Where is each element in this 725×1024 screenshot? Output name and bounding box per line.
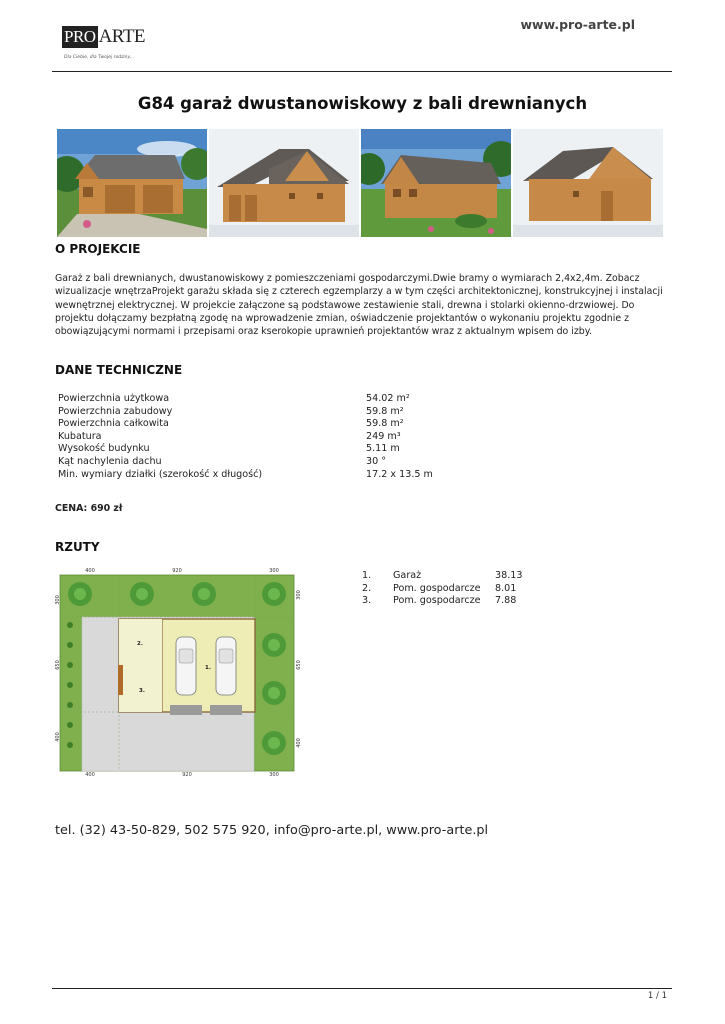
dim-bottom-2: 920	[182, 772, 192, 777]
room-no: 2.	[362, 582, 372, 594]
tech-label: Wysokość budynku	[58, 443, 150, 455]
tech-value: 249 m³	[366, 430, 401, 442]
tech-label: Kąt nachylenia dachu	[58, 455, 162, 467]
dim-left-3: 400	[55, 732, 61, 742]
tech-value: 59.8 m²	[366, 405, 404, 417]
dim-left-2: 650	[55, 660, 61, 670]
footer-divider	[52, 988, 672, 989]
plan-label-2: 2.	[137, 641, 143, 647]
tech-label: Powierzchnia użytkowa	[58, 393, 170, 404]
logo-tagline: Dla Ciebie, dla Twojej rodziny...	[64, 55, 135, 60]
dim-right-2: 650	[296, 660, 302, 670]
room-list	[362, 570, 562, 608]
plan-label-1: 1.	[205, 665, 211, 671]
plans-heading: RZUTY	[55, 540, 100, 554]
tech-label: Powierzchnia zabudowy	[58, 405, 173, 417]
room-row	[362, 595, 562, 608]
room-row	[362, 583, 562, 596]
dim-top-1: 400	[85, 568, 95, 574]
plan-label-3: 3.	[139, 688, 145, 694]
page-title: G84 garaż dwustanowiskowy z bali drewnianych	[137, 94, 588, 113]
dim-bottom-1: 400	[85, 772, 95, 777]
dim-right-3: 400	[296, 738, 302, 748]
dim-left-1: 300	[55, 595, 61, 605]
dim-bottom-3: 300	[269, 772, 279, 777]
photo-render-1	[57, 129, 207, 237]
about-text: Garaż z bali drewnianych, dwustanowiskowy z pomieszczeniami gospodarczymi.Dwie bramy o wymiarach 2,4x2,4m. Zobacz wizualizacje wnętrzaProjekt garażu składa się z czterech egzemplarzy a w tym części architektonicznej, konstrukcyjnej i instalacji wewnętrznej elektrycznej. W projekcie załączone są podstawowe zestawienie stali, drewna i stolarki okienno-drzwiowej. Do projektu dołączamy bezpłatną zgodę na wprowadzenie zmian, oświadczenie projektantów o wykonaniu projektu zgodnie z obowiązującymi normami i przepisami oraz kserokopie uprawnień projektantów wraz z aktualnym wpisem do izby.	[55, 273, 663, 338]
photo-render-2	[209, 129, 359, 237]
page-number: 1 / 1	[647, 991, 667, 1001]
floor-plan	[52, 565, 304, 777]
tech-heading: DANE TECHNICZNE	[55, 363, 183, 377]
photo-render-4	[513, 129, 663, 237]
about-heading: O PROJEKCIE	[55, 242, 141, 256]
room-no: 3.	[362, 595, 372, 607]
tech-label: Min. wymiary działki (szerokość x długość)	[58, 468, 263, 480]
room-row	[362, 570, 562, 583]
room-no: 1.	[362, 570, 372, 581]
tech-label: Powierzchnia całkowita	[58, 418, 169, 430]
logo-pro-text: PRO	[64, 27, 96, 46]
dim-right-1: 300	[296, 590, 302, 600]
room-area: 38.13	[495, 570, 523, 581]
room-area: 7.88	[495, 595, 517, 607]
tech-label: Kubatura	[58, 430, 102, 442]
room-name: Pom. gospodarcze	[393, 595, 481, 607]
photo-render-3	[361, 129, 511, 237]
contact-line[interactable]: tel. (32) 43-50-829, 502 575 920, info@pro-arte.pl, www.pro-arte.pl	[55, 823, 489, 838]
dim-top-3: 300	[269, 568, 279, 574]
tech-value: 59.8 m²	[366, 418, 404, 430]
room-area: 8.01	[495, 582, 517, 594]
header-divider	[52, 71, 672, 72]
dim-top-2: 920	[172, 568, 182, 574]
tech-value: 30 °	[366, 455, 387, 467]
room-name: Pom. gospodarcze	[393, 582, 481, 594]
logo	[62, 24, 152, 66]
tech-value: 54.02 m²	[366, 393, 410, 404]
price: CENA: 690 zł	[55, 503, 123, 514]
tech-value: 17.2 x 13.5 m	[366, 468, 433, 480]
logo-arte-text: ARTE	[98, 26, 146, 47]
header-url[interactable]: www.pro-arte.pl	[520, 17, 635, 32]
room-name: Garaż	[393, 570, 422, 581]
tech-value: 5.11 m	[366, 443, 400, 455]
